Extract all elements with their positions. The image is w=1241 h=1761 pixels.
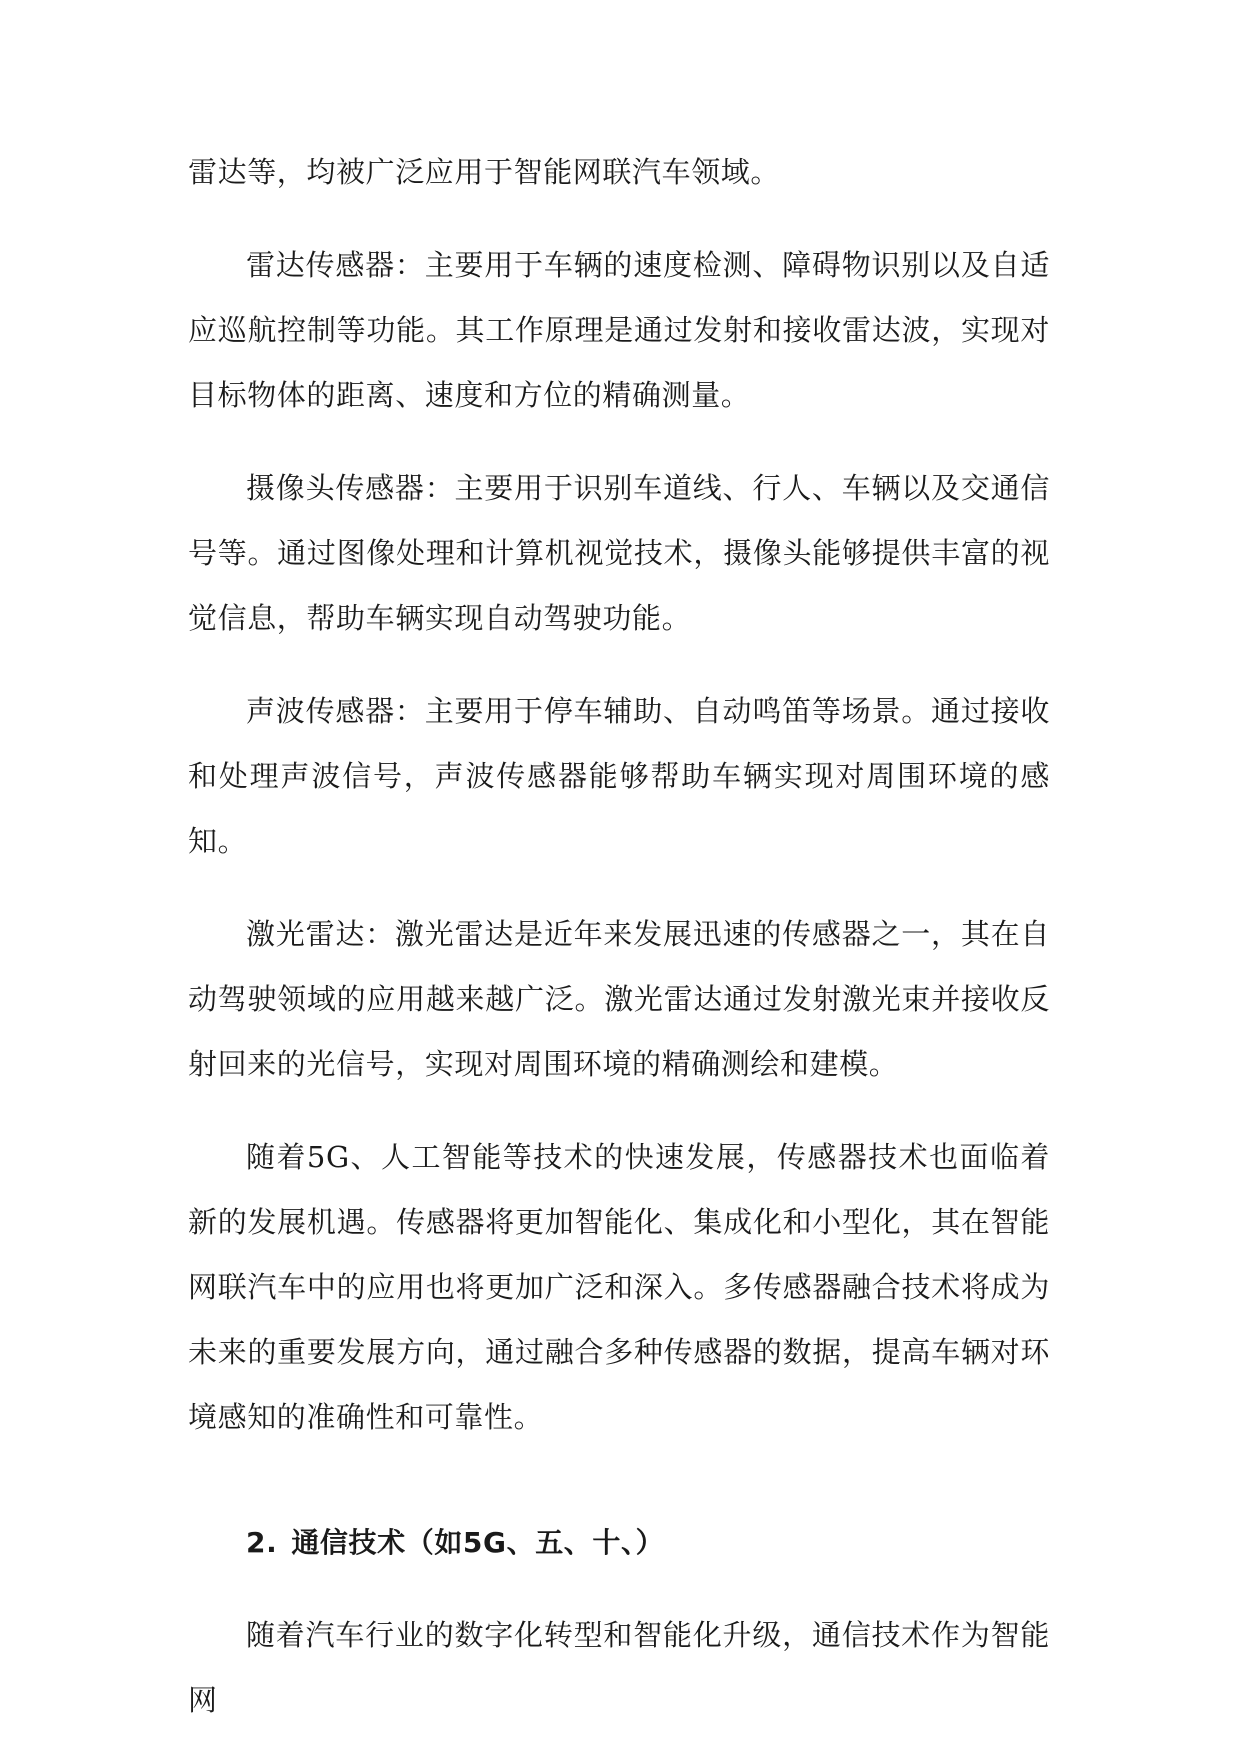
paragraph-radar-sensor: 雷达传感器：主要用于车辆的速度检测、障碍物识别以及自适应巡航控制等功能。其工作原理是通过发射和接收雷达波，实现对目标物体的距离、速度和方位的精确测量。	[188, 248, 1050, 412]
paragraph-sonic-sensor: 声波传感器：主要用于停车辅助、自动鸣笛等场景。通过接收和处理声波信号，声波传感器能够帮助车辆实现对周围环境的感知。	[188, 694, 1050, 858]
document-body	[188, 140, 1050, 1761]
paragraph-sensor-outlook: 随着5G、人工智能等技术的快速发展，传感器技术也面临着新的发展机遇。传感器将更加智能化、集成化和小型化，其在智能网联汽车中的应用也将更加广泛和深入。多传感器融合技术将成为未来的重要发展方向，通过融合多种传感器的数据，提高车辆对环境感知的准确性和可靠性。	[188, 1140, 1050, 1434]
paragraph-camera-sensor: 摄像头传感器：主要用于识别车道线、行人、车辆以及交通信号等。通过图像处理和计算机视觉技术，摄像头能够提供丰富的视觉信息，帮助车辆实现自动驾驶功能。	[188, 471, 1050, 635]
section-heading	[188, 1510, 1050, 1575]
paragraph-communication-intro: 随着汽车行业的数字化转型和智能化升级，通信技术作为智能网	[188, 1618, 1050, 1717]
section-title: 通信技术（如5G、五、十、）	[291, 1526, 665, 1559]
paragraph-1: 雷达等，均被广泛应用于智能网联汽车领域。	[188, 155, 781, 189]
paragraph-lidar: 激光雷达：激光雷达是近年来发展迅速的传感器之一，其在自动驾驶领域的应用越来越广泛。激光雷达通过发射激光束并接收反射回来的光信号，实现对周围环境的精确测绘和建模。	[188, 917, 1050, 1081]
section-number: 2.	[246, 1526, 278, 1559]
